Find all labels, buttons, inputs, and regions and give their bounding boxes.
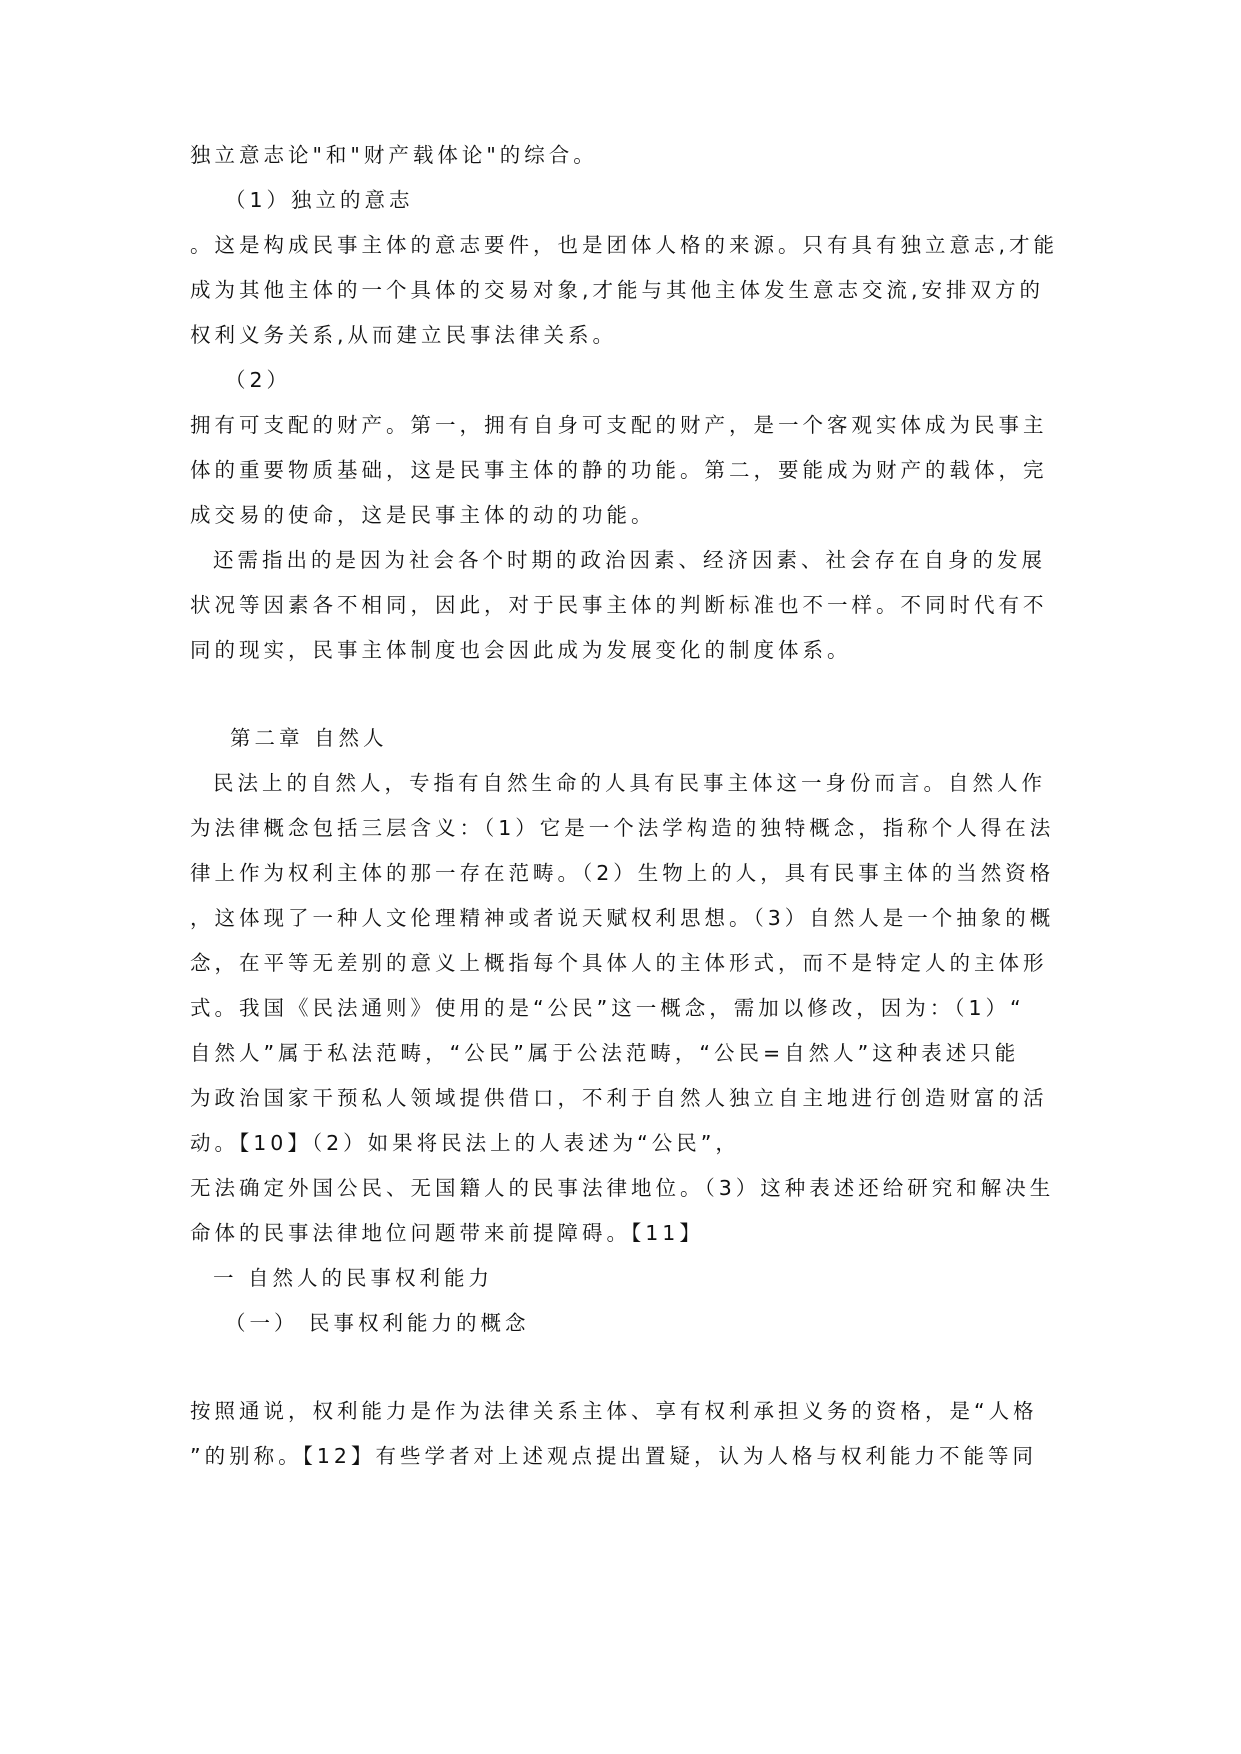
text-line: 同的现实，民事主体制度也会因此成为发展变化的制度体系。: [190, 638, 852, 662]
text-line: 权利义务关系,从而建立民事法律关系。: [190, 323, 618, 347]
section-heading: 一 自然人的民事权利能力: [213, 1266, 494, 1290]
text-line: ，这体现了一种人文伦理精神或者说天赋权利思想。（3）自然人是一个抽象的概: [190, 906, 1055, 930]
text-line: 念，在平等无差别的意义上概指每个具体人的主体形式，而不是特定人的主体形: [190, 951, 1048, 975]
text-line: 为法律概念包括三层含义：（1）它是一个法学构造的独特概念，指称个人得在法: [190, 816, 1055, 840]
text-line: 命体的民事法律地位问题带来前提障碍。【11】: [190, 1221, 704, 1245]
text-line: 状况等因素各不相同，因此，对于民事主体的判断标准也不一样。不同时代有不: [190, 593, 1048, 617]
text-line: 式。我国《民法通则》使用的是“公民”这一概念，需加以修改，因为：（1）“: [190, 996, 1025, 1020]
text-line: 民法上的自然人，专指有自然生命的人具有民事主体这一身份而言。自然人作: [213, 771, 1046, 795]
text-line: 自然人”属于私法范畴，“公民”属于公法范畴，“公民=自然人”这种表述只能: [190, 1041, 1020, 1065]
text-line: 按照通说，权利能力是作为法律关系主体、享有权利承担义务的资格，是“人格: [190, 1399, 1038, 1423]
text-line: 体的重要物质基础，这是民事主体的静的功能。第二，要能成为财产的载体，完: [190, 458, 1048, 482]
text-line: ”的别称。【12】有些学者对上述观点提出置疑，认为人格与权利能力不能等同: [190, 1444, 1037, 1468]
text-line: 独立意志论"和"财产载体论"的综合。: [190, 143, 598, 167]
subheading-number-2: （2）: [225, 368, 292, 392]
subsection-heading: （一） 民事权利能力的概念: [225, 1311, 530, 1335]
text-line: 成交易的使命，这是民事主体的动的功能。: [190, 503, 656, 527]
chapter-heading: 第二章 自然人: [230, 726, 388, 750]
text-line: 动。【10】（2）如果将民法上的人表述为“公民”，: [190, 1131, 740, 1155]
text-line: 拥有可支配的财产。第一，拥有自身可支配的财产，是一个客观实体成为民事主: [190, 413, 1048, 437]
text-line: 为政治国家干预私人领域提供借口，不利于自然人独立自主地进行创造财富的活: [190, 1086, 1048, 1110]
text-line: 成为其他主体的一个具体的交易对象,才能与其他主体发生意志交流,安排双方的: [190, 278, 1045, 302]
subheading-independent-will: （1）独立的意志: [225, 188, 414, 212]
text-line: 无法确定外国公民、无国籍人的民事法律地位。（3）这种表述还给研究和解决生: [190, 1176, 1055, 1200]
text-line: 律上作为权利主体的那一存在范畴。（2）生物上的人，具有民事主体的当然资格: [190, 861, 1055, 885]
text-line: 。这是构成民事主体的意志要件，也是团体人格的来源。只有具有独立意志,才能: [190, 233, 1059, 257]
text-line: 还需指出的是因为社会各个时期的政治因素、经济因素、社会存在自身的发展: [213, 548, 1046, 572]
